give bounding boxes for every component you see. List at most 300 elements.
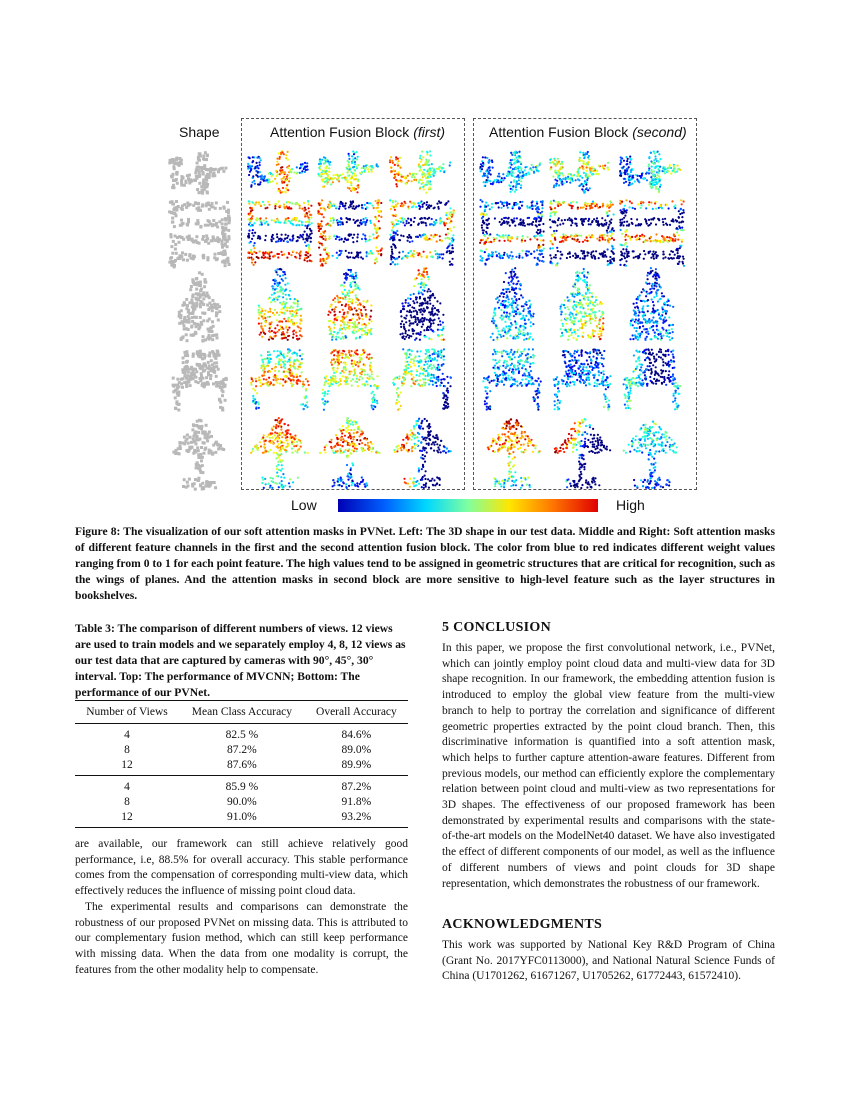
bottle-mask-point xyxy=(423,286,425,288)
bottle-mask-point xyxy=(258,314,260,316)
bookshelf-mask-point xyxy=(554,207,556,209)
bottle-mask-point xyxy=(281,308,283,310)
airplane-mask-point xyxy=(668,166,670,168)
bottle-mask-point xyxy=(493,311,495,313)
bottle-mask-point xyxy=(522,305,524,307)
bottle-mask-point xyxy=(560,306,562,308)
bottle-mask-point xyxy=(598,322,600,324)
bookshelf-mask-point xyxy=(583,258,585,260)
airplane-mask-point xyxy=(430,183,432,185)
bookshelf-mask-point xyxy=(449,261,451,263)
bookshelf-mask-point xyxy=(610,261,612,263)
airplane-mask-point xyxy=(322,186,324,188)
airplane-mask-point xyxy=(561,172,563,174)
bottle-mask-point xyxy=(403,335,405,337)
bottle-mask-point xyxy=(354,284,356,286)
bookshelf-mask-point xyxy=(656,256,658,258)
airplane-mask-point xyxy=(628,166,630,168)
bookshelf-shape-cell xyxy=(174,235,177,238)
bookshelf-shape-cell xyxy=(175,200,178,203)
bottle-mask-point xyxy=(400,310,402,312)
bookshelf-mask-point xyxy=(251,252,253,254)
airplane-mask-point xyxy=(529,168,531,170)
bottle-mask-point xyxy=(412,333,414,335)
bookshelf-mask-point xyxy=(541,211,543,213)
airplane-mask-point xyxy=(432,173,434,175)
bookshelf-mask-point xyxy=(251,238,253,240)
bookshelf-mask-point xyxy=(650,218,652,220)
bookshelf-mask-point xyxy=(599,236,601,238)
bottle-mask-point xyxy=(285,320,287,322)
bookshelf-mask-point xyxy=(380,216,382,218)
bookshelf-mask-point xyxy=(285,234,287,236)
bottle-mask-point xyxy=(657,329,659,331)
bottle-mask-point xyxy=(574,329,576,331)
bottle-mask-point xyxy=(567,300,569,302)
bookshelf-mask-point xyxy=(681,216,683,218)
bookshelf-mask-point xyxy=(641,204,643,206)
airplane-mask-point xyxy=(658,153,660,155)
bottle-mask-point xyxy=(498,307,500,309)
bottle-mask-point xyxy=(333,308,335,310)
airplane-mask-point xyxy=(651,166,653,168)
bookshelf-mask-point xyxy=(648,219,650,221)
bottle-mask-point xyxy=(295,314,297,316)
bookshelf-mask-point xyxy=(430,239,432,241)
bookshelf-mask-point xyxy=(274,207,276,209)
bookshelf-mask-point xyxy=(402,222,404,224)
airplane-mask-point xyxy=(504,177,506,179)
bookshelf-mask-point xyxy=(306,225,308,227)
bookshelf-mask-point xyxy=(491,203,493,205)
airplane-mask-point xyxy=(262,177,264,179)
bookshelf-mask-point xyxy=(556,262,558,264)
airplane-mask-point xyxy=(353,153,355,155)
bottle-mask-point xyxy=(351,302,353,304)
bottle-mask-point xyxy=(523,332,525,334)
airplane-mask-point xyxy=(281,166,283,168)
bookshelf-shape-cell xyxy=(182,258,185,261)
bottle-mask-point xyxy=(502,289,504,291)
bookshelf-mask-point xyxy=(669,224,671,226)
airplane-mask-point xyxy=(352,166,354,168)
bookshelf-mask-point xyxy=(509,255,511,257)
bottle-mask-point xyxy=(407,302,409,304)
bookshelf-mask-point xyxy=(393,215,395,217)
airplane-mask-point xyxy=(481,168,483,170)
airplane-mask-point xyxy=(356,151,358,153)
bottle-shape-cell xyxy=(185,307,188,310)
bookshelf-mask-point xyxy=(658,207,660,209)
bottle-mask-point xyxy=(407,305,409,307)
bookshelf-mask-point xyxy=(436,253,438,255)
airplane-mask-point xyxy=(549,159,551,161)
airplane-mask-point xyxy=(285,157,287,159)
bookshelf-mask-point xyxy=(319,254,321,256)
bookshelf-mask-point xyxy=(488,218,490,220)
airplane-shape-cell xyxy=(172,165,175,168)
airplane-mask-point xyxy=(630,158,632,160)
airplane-mask-point xyxy=(318,163,320,165)
bottle-mask-point xyxy=(259,334,261,336)
airplane-mask-point xyxy=(288,165,290,167)
bookshelf-mask-point xyxy=(265,221,267,223)
airplane-mask-point xyxy=(629,163,631,165)
bottle-mask-point xyxy=(493,315,495,317)
bottle-mask-point xyxy=(369,318,371,320)
bottle-mask-point xyxy=(533,313,535,315)
bookshelf-mask-point xyxy=(531,208,533,210)
bottle-shape-cell xyxy=(200,321,203,324)
bookshelf-mask-point xyxy=(299,205,301,207)
bookshelf-mask-point xyxy=(653,258,655,260)
bookshelf-mask-point xyxy=(307,250,309,252)
airplane-mask-point xyxy=(573,174,575,176)
bottle-mask-point xyxy=(403,323,405,325)
bottle-mask-point xyxy=(287,320,289,322)
bookshelf-mask-point xyxy=(571,222,573,224)
bookshelf-mask-point xyxy=(247,236,249,238)
airplane-mask-point xyxy=(280,152,282,154)
airplane-mask-point xyxy=(659,186,661,188)
bottle-mask-point xyxy=(651,285,653,287)
bottle-mask-point xyxy=(525,338,527,340)
bottle-mask-point xyxy=(530,321,532,323)
bottle-mask-point xyxy=(514,320,516,322)
airplane-mask-point xyxy=(422,156,424,158)
bottle-mask-point xyxy=(354,307,356,309)
airplane-mask-point xyxy=(339,174,341,176)
bookshelf-mask-point xyxy=(259,217,261,219)
bottle-mask-point xyxy=(414,321,416,323)
bottle-shape-cell xyxy=(199,296,202,299)
bookshelf-mask-point xyxy=(592,250,594,252)
airplane-mask-point xyxy=(487,169,489,171)
bookshelf-mask-point xyxy=(490,241,492,243)
bookshelf-shape-cell xyxy=(221,226,224,229)
bookshelf-shape-cell xyxy=(212,223,215,226)
airplane-mask-point xyxy=(500,179,502,181)
bottle-mask-point xyxy=(434,307,436,309)
bookshelf-mask-point xyxy=(484,263,486,265)
bookshelf-mask-point xyxy=(435,221,437,223)
airplane-mask-point xyxy=(653,178,655,180)
bookshelf-mask-point xyxy=(540,217,542,219)
bookshelf-mask-point xyxy=(251,259,253,261)
bookshelf-mask-point xyxy=(552,247,554,249)
bottle-mask-point xyxy=(299,330,301,332)
bottle-mask-point xyxy=(355,310,357,312)
bookshelf-mask-point xyxy=(485,206,487,208)
bottle-mask-point xyxy=(261,325,263,327)
airplane-shape-cell xyxy=(175,178,178,181)
airplane-mask-point xyxy=(550,166,552,168)
bookshelf-mask-point xyxy=(678,261,680,263)
airplane-mask-point xyxy=(516,157,518,159)
airplane-mask-point xyxy=(517,166,519,168)
bottle-mask-point xyxy=(269,331,271,333)
bottle-mask-point xyxy=(582,316,584,318)
airplane-mask-point xyxy=(637,180,639,182)
bottle-mask-point xyxy=(530,325,532,327)
bookshelf-mask-point xyxy=(650,236,652,238)
bookshelf-mask-point xyxy=(449,243,451,245)
bookshelf-mask-point xyxy=(564,219,566,221)
bookshelf-mask-point xyxy=(542,244,544,246)
bottle-mask-point xyxy=(271,321,273,323)
airplane-mask-point xyxy=(583,190,585,192)
bottle-mask-point xyxy=(592,332,594,334)
bottle-mask-point xyxy=(285,337,287,339)
bookshelf-mask-point xyxy=(426,204,428,206)
bottle-mask-point xyxy=(637,339,639,341)
bottle-mask-point xyxy=(292,307,294,309)
bottle-mask-point xyxy=(288,335,290,337)
bottle-shape-cell xyxy=(185,333,188,336)
bottle-mask-point xyxy=(352,274,354,276)
bottle-mask-point xyxy=(419,321,421,323)
airplane-mask-point xyxy=(306,165,308,167)
bookshelf-mask-point xyxy=(640,201,642,203)
airplane-mask-point xyxy=(389,159,391,161)
airplane-mask-point xyxy=(296,166,298,168)
airplane-mask-point xyxy=(658,172,660,174)
bookshelf-mask-point xyxy=(286,257,288,259)
bookshelf-mask-point xyxy=(350,252,352,254)
airplane-mask-point xyxy=(346,171,348,173)
bookshelf-mask-point xyxy=(341,221,343,223)
bookshelf-mask-point xyxy=(349,256,351,258)
bookshelf-mask-point xyxy=(437,256,439,258)
bookshelf-mask-point xyxy=(606,230,608,232)
airplane-shape-cell xyxy=(198,172,201,175)
bottle-mask-point xyxy=(599,320,601,322)
bottle-mask-point xyxy=(345,336,347,338)
bookshelf-mask-point xyxy=(581,223,583,225)
bookshelf-mask-point xyxy=(553,232,555,234)
bottle-mask-point xyxy=(296,335,298,337)
bookshelf-mask-point xyxy=(339,221,341,223)
bottle-mask-point xyxy=(340,324,342,326)
bottle-mask-point xyxy=(411,306,413,308)
bottle-mask-point xyxy=(329,320,331,322)
bookshelf-mask-point xyxy=(672,251,674,253)
bottle-mask-point xyxy=(361,334,363,336)
airplane-mask-point xyxy=(537,170,539,172)
bookshelf-mask-point xyxy=(481,257,483,259)
bookshelf-mask-point xyxy=(279,238,281,240)
bottle-mask-point xyxy=(436,300,438,302)
bookshelf-mask-point xyxy=(354,222,356,224)
airplane-shape-cell xyxy=(204,167,207,170)
airplane-mask-point xyxy=(286,184,288,186)
bookshelf-mask-point xyxy=(602,205,604,207)
bookshelf-mask-point xyxy=(407,240,409,242)
bottle-mask-point xyxy=(497,301,499,303)
airplane-mask-point xyxy=(578,179,580,181)
bookshelf-mask-point xyxy=(393,235,395,237)
airplane-mask-point xyxy=(511,164,513,166)
bottle-mask-point xyxy=(583,268,585,270)
bookshelf-mask-point xyxy=(318,241,320,243)
bookshelf-mask-point xyxy=(418,223,420,225)
bookshelf-shape-cell xyxy=(227,235,230,238)
bookshelf-mask-point xyxy=(538,253,540,255)
airplane-mask-point xyxy=(449,161,451,163)
bottle-mask-point xyxy=(421,320,423,322)
bottle-mask-point xyxy=(264,317,266,319)
airplane-mask-point xyxy=(368,171,370,173)
bottle-mask-point xyxy=(276,299,278,301)
bottle-mask-point xyxy=(672,324,674,326)
bottle-mask-point xyxy=(261,336,263,338)
airplane-shape-cell xyxy=(180,179,183,182)
bottle-mask-point xyxy=(577,274,579,276)
bookshelf-mask-point xyxy=(576,235,578,237)
bookshelf-mask-point xyxy=(667,241,669,243)
bottle-shape-cell xyxy=(197,324,200,327)
airplane-mask-point xyxy=(500,181,502,183)
bookshelf-mask-point xyxy=(335,206,337,208)
bookshelf-mask-point xyxy=(451,247,453,249)
bottle-mask-point xyxy=(261,310,263,312)
bookshelf-mask-point xyxy=(395,214,397,216)
bookshelf-mask-point xyxy=(333,235,335,237)
bookshelf-mask-point xyxy=(404,202,406,204)
airplane-mask-point xyxy=(304,171,306,173)
bottle-mask-point xyxy=(287,339,289,341)
bookshelf-mask-point xyxy=(389,234,391,236)
bookshelf-mask-point xyxy=(513,217,515,219)
bottle-mask-point xyxy=(594,320,596,322)
bottle-mask-point xyxy=(294,298,296,300)
airplane-mask-point xyxy=(554,159,556,161)
airplane-mask-point xyxy=(348,155,350,157)
bottle-mask-point xyxy=(298,326,300,328)
bookshelf-shape-cell xyxy=(201,238,204,241)
bottle-mask-point xyxy=(299,334,301,336)
bottle-mask-point xyxy=(505,288,507,290)
bookshelf-mask-point xyxy=(551,211,553,213)
bookshelf-mask-point xyxy=(391,251,393,253)
airplane-mask-point xyxy=(512,185,514,187)
airplane-shape-cell xyxy=(217,170,220,173)
bottle-mask-point xyxy=(420,319,422,321)
bottle-shape-cell xyxy=(191,316,194,319)
bookshelf-mask-point xyxy=(438,200,440,202)
bottle-mask-point xyxy=(438,317,440,319)
bookshelf-mask-point xyxy=(505,234,507,236)
bottle-mask-point xyxy=(273,314,275,316)
bottle-mask-point xyxy=(579,311,581,313)
bookshelf-mask-point xyxy=(429,223,431,225)
bottle-mask-point xyxy=(295,322,297,324)
bookshelf-mask-point xyxy=(613,253,615,255)
airplane-mask-point xyxy=(289,177,291,179)
bottle-mask-point xyxy=(334,297,336,299)
bookshelf-mask-point xyxy=(375,230,377,232)
bookshelf-mask-point xyxy=(579,257,581,259)
bookshelf-mask-point xyxy=(681,245,683,247)
bottle-mask-point xyxy=(343,273,345,275)
bookshelf-mask-point xyxy=(586,240,588,242)
bottle-mask-point xyxy=(410,294,412,296)
bottle-shape-cell xyxy=(209,337,212,340)
bookshelf-mask-point xyxy=(531,204,533,206)
bookshelf-mask-point xyxy=(445,202,447,204)
airplane-mask-point xyxy=(515,167,517,169)
bottle-mask-point xyxy=(262,318,264,320)
bookshelf-mask-point xyxy=(269,258,271,260)
airplane-mask-point xyxy=(510,152,512,154)
bookshelf-mask-point xyxy=(663,224,665,226)
bookshelf-mask-point xyxy=(308,219,310,221)
bottle-mask-point xyxy=(349,298,351,300)
bookshelf-mask-point xyxy=(581,221,583,223)
bookshelf-mask-point xyxy=(640,207,642,209)
bookshelf-mask-point xyxy=(251,209,253,211)
bottle-shape-cell xyxy=(183,328,186,331)
bottle-mask-point xyxy=(561,332,563,334)
airplane-mask-point xyxy=(634,180,636,182)
airplane-shape-cell xyxy=(198,152,201,155)
bottle-mask-point xyxy=(582,336,584,338)
bottle-mask-point xyxy=(426,319,428,321)
bookshelf-mask-point xyxy=(562,223,564,225)
bookshelf-mask-point xyxy=(609,220,611,222)
bottle-shape-cell xyxy=(209,306,212,309)
bookshelf-shape-cell xyxy=(226,257,229,260)
bookshelf-mask-point xyxy=(437,206,439,208)
bookshelf-mask-point xyxy=(410,224,412,226)
bookshelf-mask-point xyxy=(301,208,303,210)
bookshelf-mask-point xyxy=(551,203,553,205)
bookshelf-mask-point xyxy=(678,234,680,236)
bookshelf-shape-cell xyxy=(212,219,215,222)
airplane-mask-point xyxy=(352,172,354,174)
bookshelf-mask-point xyxy=(369,235,371,237)
bookshelf-mask-point xyxy=(264,222,266,224)
bookshelf-mask-point xyxy=(264,239,266,241)
bookshelf-mask-point xyxy=(521,201,523,203)
airplane-mask-point xyxy=(568,173,570,175)
bottle-mask-point xyxy=(332,336,334,338)
airplane-mask-point xyxy=(261,174,263,176)
bottle-mask-point xyxy=(355,272,357,274)
bookshelf-mask-point xyxy=(305,209,307,211)
bookshelf-shape-cell xyxy=(219,207,222,210)
bookshelf-shape-cell xyxy=(193,255,196,258)
airplane-mask-point xyxy=(660,184,662,186)
bookshelf-mask-point xyxy=(352,205,354,207)
bookshelf-mask-point xyxy=(677,248,679,250)
bookshelf-mask-point xyxy=(250,207,252,209)
bookshelf-mask-point xyxy=(252,224,254,226)
bottle-mask-point xyxy=(276,284,278,286)
bottle-mask-point xyxy=(594,316,596,318)
airplane-mask-point xyxy=(559,173,561,175)
bookshelf-mask-point xyxy=(341,238,343,240)
bookshelf-mask-point xyxy=(581,207,583,209)
airplane-mask-point xyxy=(401,181,403,183)
bottle-mask-point xyxy=(594,301,596,303)
bottle-mask-point xyxy=(358,308,360,310)
bottle-mask-point xyxy=(415,298,417,300)
bookshelf-mask-point xyxy=(393,232,395,234)
bookshelf-mask-point xyxy=(603,225,605,227)
bookshelf-mask-point xyxy=(401,258,403,260)
bookshelf-mask-point xyxy=(480,255,482,257)
